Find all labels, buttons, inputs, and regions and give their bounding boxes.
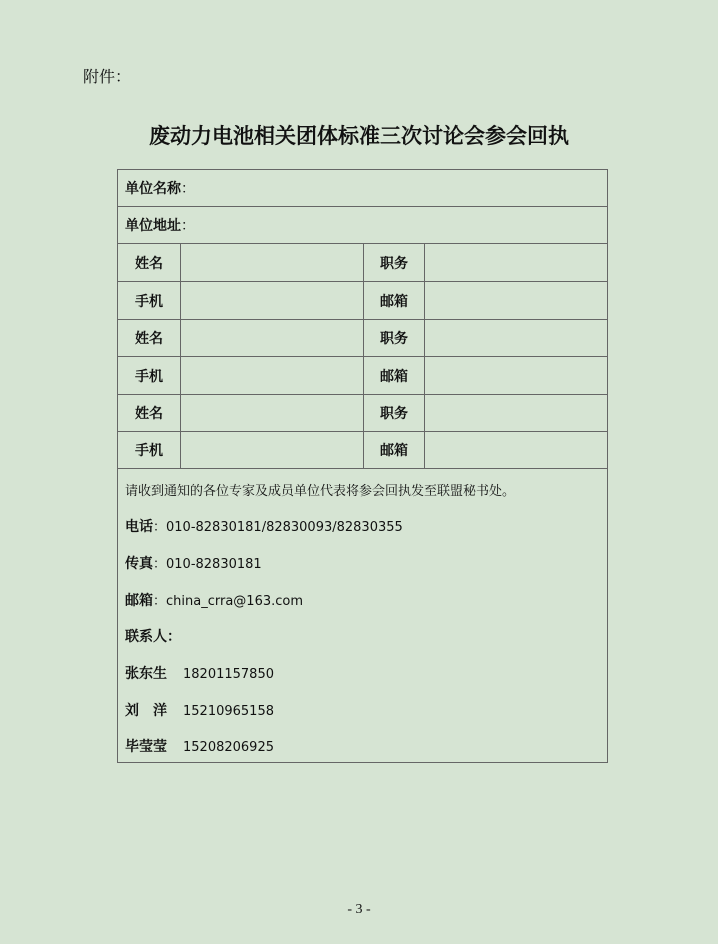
row-label: 手机 xyxy=(118,282,181,319)
row-label: 邮箱 xyxy=(364,357,425,394)
phone-colon: ： xyxy=(153,520,167,535)
page-title: 废动力电池相关团体标准三次讨论会参会回执 xyxy=(149,124,569,148)
contact-name: 张东生 xyxy=(125,666,167,682)
row-label: 邮箱 xyxy=(364,432,425,468)
contact-name: 刘 洋 xyxy=(125,703,167,719)
contacts-label: 联系人： xyxy=(125,629,181,645)
email-value[interactable]: china_crra@163.com xyxy=(166,594,304,609)
unit-address-colon: ： xyxy=(181,218,195,234)
phone-line xyxy=(125,516,403,536)
email-line xyxy=(125,590,303,610)
list-item xyxy=(125,700,274,720)
table-row xyxy=(118,395,607,432)
contacts-heading xyxy=(125,626,181,646)
row-label: 职务 xyxy=(364,320,425,356)
row-input[interactable] xyxy=(425,432,607,468)
unit-name-label: 单位名称 xyxy=(125,181,181,197)
row-input[interactable] xyxy=(181,320,364,356)
table-row xyxy=(118,357,607,395)
table-row xyxy=(118,320,607,357)
notice-text: 请收到通知的各位专家及成员单位代表将参会回执发至联盟秘书处。 xyxy=(125,484,516,499)
fax-line xyxy=(125,553,262,573)
email-label: 邮箱 xyxy=(125,593,153,609)
row-label: 职务 xyxy=(364,244,425,281)
row-label: 手机 xyxy=(118,357,181,394)
unit-address-field[interactable] xyxy=(125,207,195,243)
row-input[interactable] xyxy=(425,395,607,431)
page-number: - 3 - xyxy=(347,902,371,917)
row-input[interactable] xyxy=(425,244,607,281)
contact-phone: 15210965158 xyxy=(183,704,274,719)
fax-value: 010-82830181 xyxy=(166,557,262,572)
phone-value: 010-82830181/82830093/82830355 xyxy=(166,520,403,535)
table-row xyxy=(118,282,607,320)
table-row xyxy=(118,432,607,469)
row-input[interactable] xyxy=(425,320,607,356)
list-item xyxy=(125,736,274,756)
row-label: 邮箱 xyxy=(364,282,425,319)
contact-phone: 15208206925 xyxy=(183,740,274,755)
contact-name: 毕莹莹 xyxy=(125,739,167,755)
table-row xyxy=(118,244,607,282)
row-label: 职务 xyxy=(364,395,425,431)
row-input[interactable] xyxy=(181,432,364,468)
row-input[interactable] xyxy=(425,357,607,394)
row-input[interactable] xyxy=(181,357,364,394)
row-input[interactable] xyxy=(181,244,364,281)
contact-phone: 18201157850 xyxy=(183,667,274,682)
phone-label: 电话 xyxy=(125,519,153,535)
row-input[interactable] xyxy=(181,282,364,319)
unit-name-colon: ： xyxy=(181,181,195,197)
row-input[interactable] xyxy=(425,282,607,319)
email-colon: ： xyxy=(153,594,167,609)
unit-name-row xyxy=(118,170,607,207)
unit-name-field[interactable] xyxy=(125,170,195,206)
list-item xyxy=(125,663,274,683)
row-label: 姓名 xyxy=(118,244,181,281)
row-label: 姓名 xyxy=(118,395,181,431)
unit-address-row xyxy=(118,207,607,244)
fax-colon: ： xyxy=(153,557,167,572)
attachment-label: 附件： xyxy=(83,67,132,86)
row-label: 姓名 xyxy=(118,320,181,356)
fax-label: 传真 xyxy=(125,556,153,572)
row-input[interactable] xyxy=(181,395,364,431)
row-label: 手机 xyxy=(118,432,181,468)
unit-address-label: 单位地址 xyxy=(125,218,181,234)
registration-form xyxy=(117,169,608,763)
